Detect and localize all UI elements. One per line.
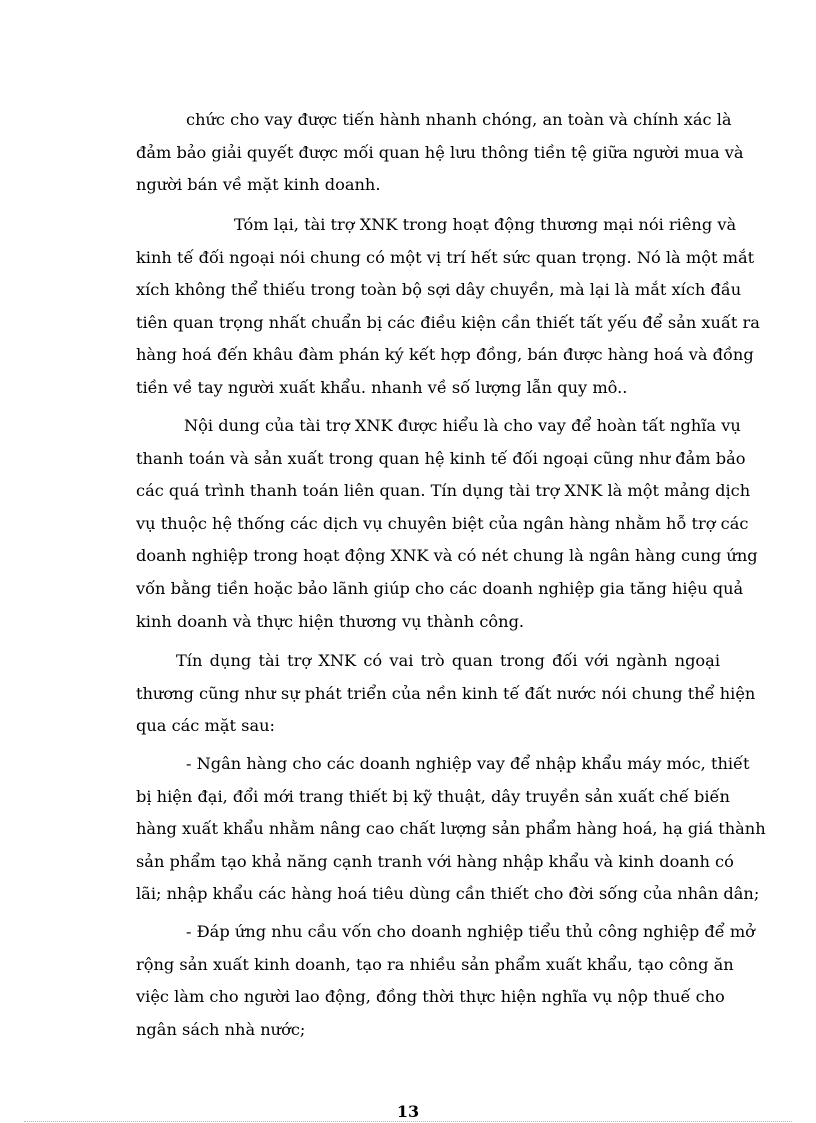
paragraph-line: sản phẩm tạo khả năng cạnh tranh với hàng nhập khẩu và kinh doanh có — [136, 851, 734, 871]
paragraph-line: tiền về tay người xuất khẩu. nhanh về số lượng lẫn quy mô.. — [136, 377, 628, 397]
paragraph-line: doanh nghiệp trong hoạt động XNK và có nét chung là ngân hàng cung ứng — [136, 546, 758, 566]
paragraph-1 — [136, 104, 744, 202]
paragraph-2 — [136, 209, 760, 405]
paragraph-line: hàng hoá đến khâu đàm phán ký kết hợp đồng, bán được hàng hoá và đồng — [136, 345, 754, 365]
paragraph-line: rộng sản xuất kinh doanh, tạo ra nhiều sản phẩm xuất khẩu, tạo công ăn — [136, 954, 734, 974]
paragraph-line: - Đáp ứng nhu cầu vốn cho doanh nghiệp tiểu thủ công nghiệp để mở — [186, 922, 755, 941]
footer-divider — [24, 1121, 792, 1122]
paragraph-line: vụ thuộc hệ thống các dịch vụ chuyên biệt của ngân hàng nhằm hỗ trợ các — [136, 513, 749, 533]
paragraph-line: Tín dụng tài trợ XNK có vai trò quan trong đối với ngành ngoại — [176, 651, 720, 670]
paragraph-line: lãi; nhập khẩu các hàng hoá tiêu dùng cần thiết cho đời sống của nhân dân; — [136, 884, 760, 904]
paragraph-line: kinh doanh và thực hiện thương vụ thành công. — [136, 611, 525, 631]
paragraph-line: xích không thể thiếu trong toàn bộ sợi dây chuyền, mà lại là mắt xích đầu — [136, 280, 742, 300]
paragraph-line: đảm bảo giải quyết được mối quan hệ lưu thông tiền tệ giữa người mua và — [136, 142, 744, 162]
bullet-paragraph-1 — [136, 748, 766, 911]
paragraph-line: Tóm lại, tài trợ XNK trong hoạt động thương mại nói riêng và — [234, 215, 737, 234]
paragraph-line: qua các mặt sau: — [136, 716, 276, 736]
paragraph-line: hàng xuất khẩu nhằm nâng cao chất lượng sản phẩm hàng hoá, hạ giá thành — [136, 819, 766, 839]
paragraph-line: bị hiện đại, đổi mới trang thiết bị kỹ thuật, dây truyền sản xuất chế biến — [136, 786, 730, 806]
bullet-paragraph-2 — [136, 916, 755, 1046]
page-number: 13 — [396, 1102, 420, 1121]
paragraph-3 — [136, 410, 758, 638]
paragraph-line: Nội dung của tài trợ XNK được hiểu là cho vay để hoàn tất nghĩa vụ — [184, 416, 741, 435]
paragraph-line: các quá trình thanh toán liên quan. Tín dụng tài trợ XNK là một mảng dịch — [136, 481, 751, 501]
paragraph-line: - Ngân hàng cho các doanh nghiệp vay để nhập khẩu máy móc, thiết — [186, 754, 750, 773]
paragraph-line: thanh toán và sản xuất trong quan hệ kinh tế đối ngoại cũng như đảm bảo — [136, 448, 746, 468]
paragraph-line: tiên quan trọng nhất chuẩn bị các điều kiện cần thiết tất yếu để sản xuất ra — [136, 312, 760, 332]
paragraph-line: kinh tế đối ngoại nói chung có một vị trí hết sức quan trọng. Nó là một mắt — [136, 247, 755, 267]
paragraph-line: ngân sách nhà nước; — [136, 1019, 306, 1039]
paragraph-line: vốn bằng tiền hoặc bảo lãnh giúp cho các doanh nghiệp gia tăng hiệu quả — [136, 578, 744, 598]
paragraph-line: thương cũng như sự phát triển của nền kinh tế đất nước nói chung thể hiện — [136, 683, 756, 703]
paragraph-line: người bán về mặt kinh doanh. — [136, 175, 381, 195]
paragraph-line: việc làm cho người lao động, đồng thời thực hiện nghĩa vụ nộp thuế cho — [136, 987, 725, 1007]
paragraph-4 — [136, 645, 756, 743]
paragraph-line: chức cho vay được tiến hành nhanh chóng, an toàn và chính xác là — [186, 110, 732, 129]
